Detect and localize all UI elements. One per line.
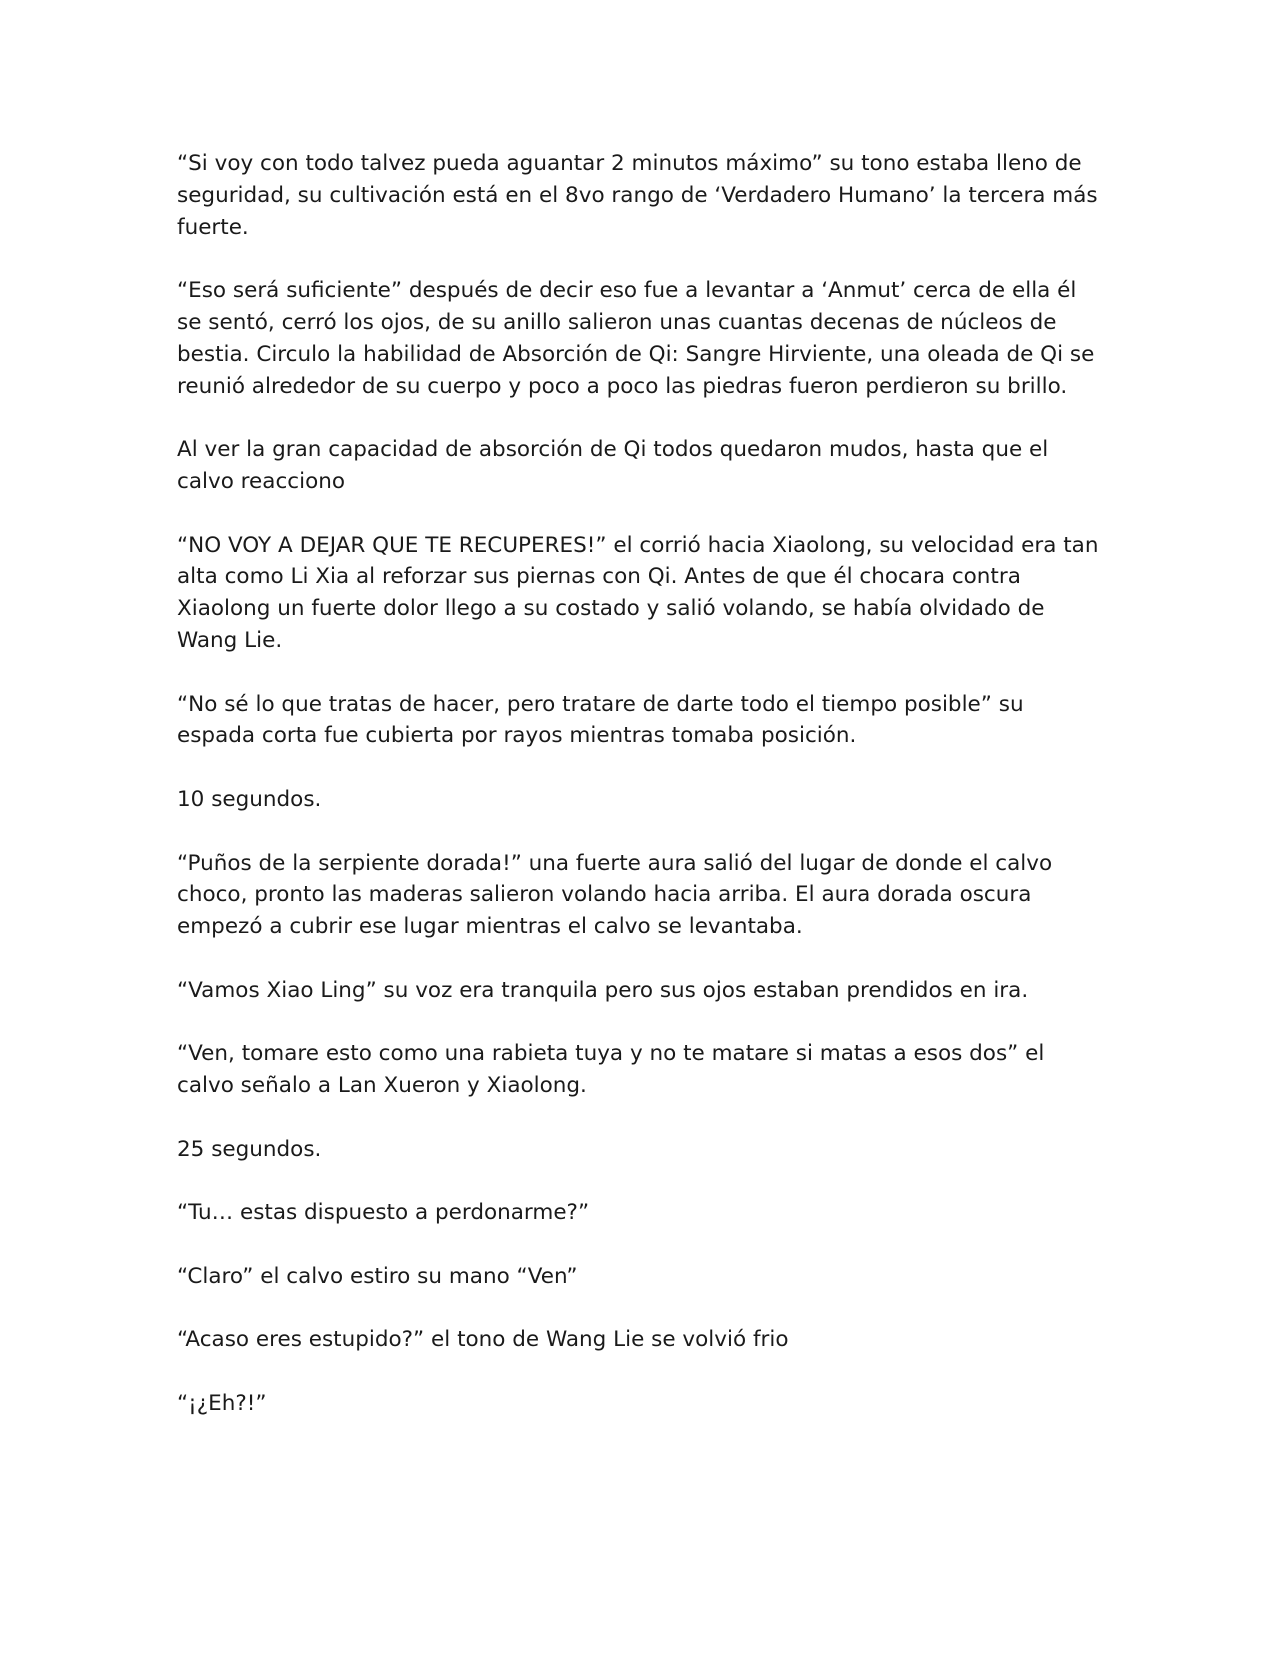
paragraph-1: “Si voy con todo talvez pueda aguantar 2 minutos máximo” su tono estaba lleno de seguridad, su cultivación está en el 8vo rango de ‘Verdadero Humano’ la tercera más fuerte. [177,151,1098,240]
paragraph-3: Al ver la gran capacidad de absorción de Qi todos quedaron mudos, hasta que el calvo reacciono [177,437,1049,494]
paragraph-14: “¡¿Eh?!” [177,1391,267,1417]
document-body [177,148,1107,1452]
paragraph-12: “Claro” el calvo estiro su mano “Ven” [177,1263,578,1289]
paragraph-11: “Tu… estas dispuesto a perdonarme?” [177,1200,590,1226]
paragraph-13: “Acaso eres estupido?” el tono de Wang Lie se volvió frio [177,1327,789,1353]
paragraph-7: “Puños de la serpiente dorada!” una fuerte aura salió del lugar de donde el calvo choco, pronto las maderas salieron volando hacia arriba. El aura dorada oscura empezó a cubrir ese lugar mientras el calvo se levantaba. [177,850,1053,940]
paragraph-4: “NO VOY A DEJAR QUE TE RECUPERES!” el corrió hacia Xiaolong, su velocidad era tan alta como Li Xia al reforzar sus piernas con Qi. Antes de que él chocara contra Xiaolong un fuerte dolor llego a su costado y salió volando, se había olvidado de Wang Lie. [177,532,1099,653]
paragraph-9: “Ven, tomare esto como una rabieta tuya y no te matare si matas a esos dos” el calvo señalo a Lan Xueron y Xiaolong. [177,1041,1045,1099]
paragraph-2: “Eso será suficiente” después de decir eso fue a levantar a ‘Anmut’ cerca de ella él se sentó, cerró los ojos, de su anillo salieron unas cuantas decenas de núcleos de bestia. Circulo la habilidad de Absorción de Qi: Sangre Hirviente, una oleada de Qi se reunió alrededor de su cuerpo y poco a poco las piedras fueron perdieron su brillo. [177,278,1095,399]
paragraph-8: “Vamos Xiao Ling” su voz era tranquila pero sus ojos estaban prendidos en ira. [177,977,1029,1003]
paragraph-6: 10 segundos. [177,786,322,812]
paragraph-10: 25 segundos. [177,1136,322,1162]
paragraph-5: “No sé lo que tratas de hacer, pero tratare de darte todo el tiempo posible” su espada corta fue cubierta por rayos mientras tomaba posición. [177,691,1024,749]
